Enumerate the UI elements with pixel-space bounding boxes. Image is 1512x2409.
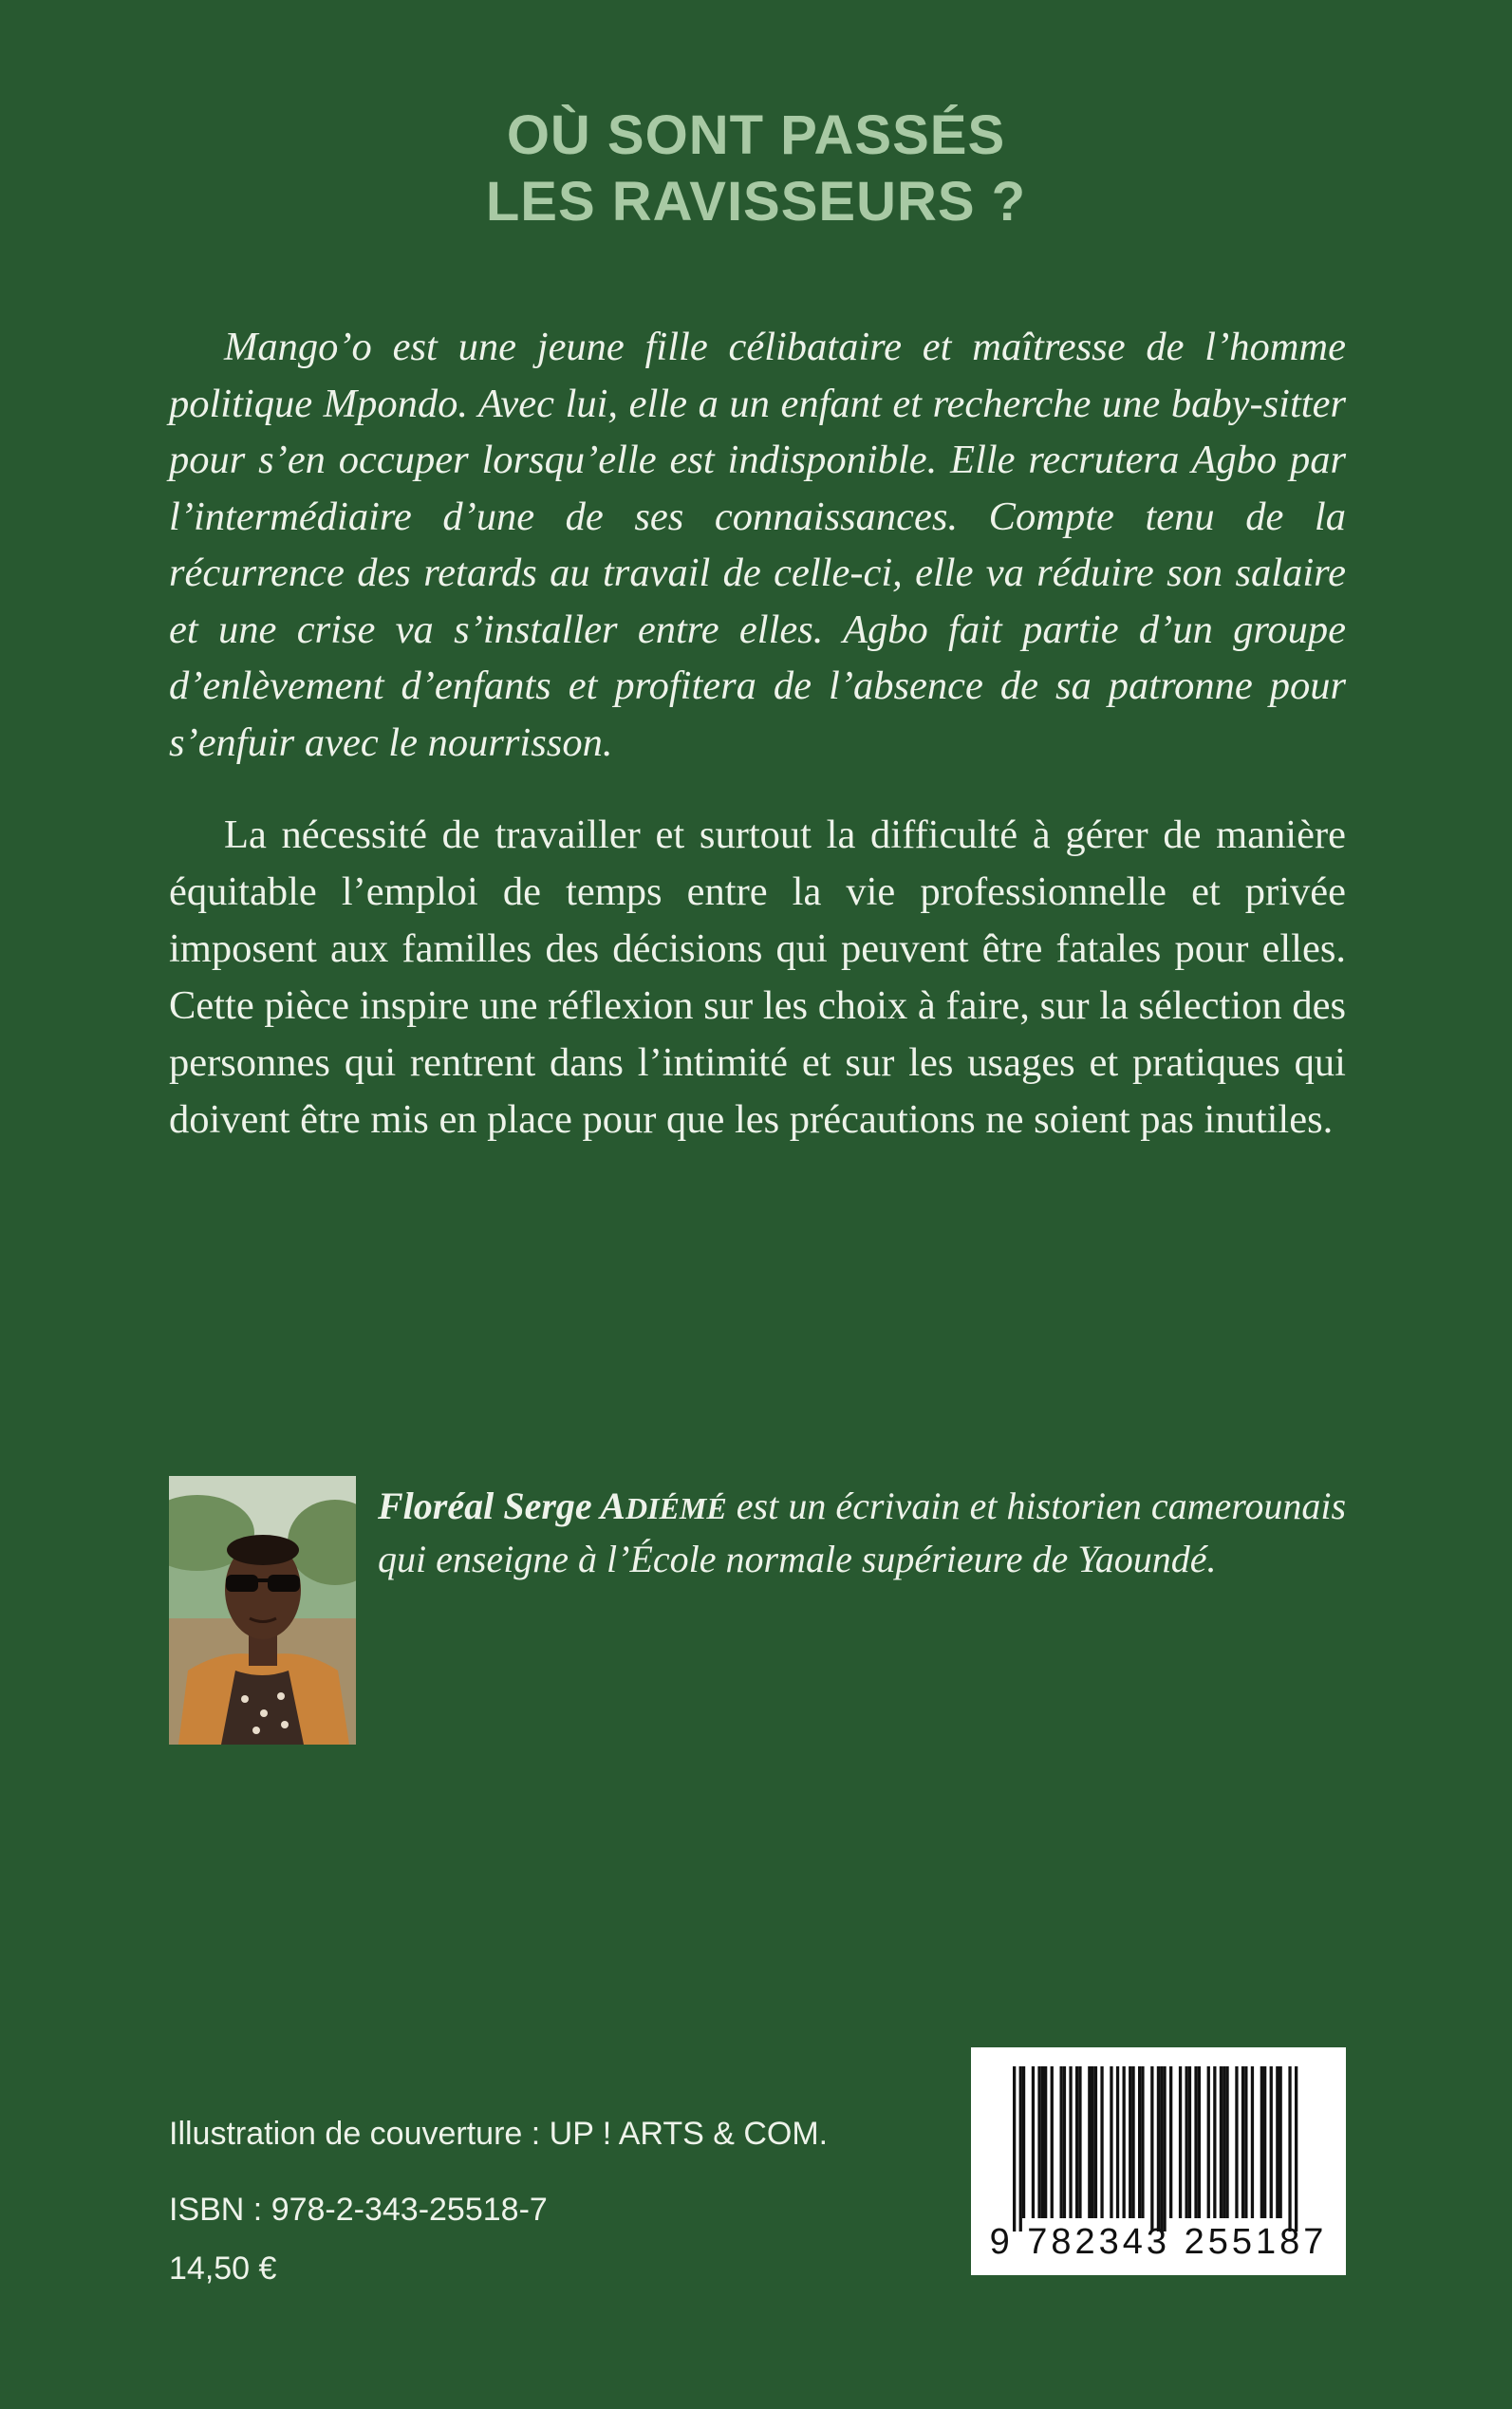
book-title-line-2: LES RAVISSEURS ?: [485, 171, 1027, 233]
barcode-bar: [1279, 2066, 1282, 2218]
barcode-bar: [1194, 2066, 1197, 2218]
author-bio-text: est un écrivain et historien camerounais qui enseigne à l’École normale supérieure de Yaoundé.: [378, 1485, 1347, 1580]
barcode-bar: [1263, 2066, 1266, 2218]
barcode-bar: [1075, 2066, 1078, 2218]
barcode-bar: [1063, 2066, 1066, 2218]
barcode-bar: [1198, 2066, 1201, 2218]
barcode-bar: [1251, 2066, 1254, 2218]
barcode-bar: [1131, 2066, 1134, 2218]
barcode-bar: [1220, 2066, 1223, 2218]
barcode-bar: [1225, 2066, 1228, 2218]
barcode-digits: 9 782343 255187: [989, 2222, 1328, 2262]
barcode-bar: [1110, 2066, 1112, 2218]
barcode-bar: [1207, 2066, 1210, 2218]
barcode-bar: [1244, 2066, 1247, 2218]
barcode-bar: [1213, 2066, 1216, 2218]
barcode-bar: [1260, 2066, 1263, 2218]
barcode-bar: [1078, 2066, 1081, 2218]
barcode-bar: [1157, 2066, 1160, 2232]
barcode-bar: [1019, 2066, 1022, 2232]
barcode-bar: [1129, 2066, 1131, 2218]
barcode-bar: [1160, 2066, 1163, 2232]
barcode-bar: [1100, 2066, 1103, 2218]
barcode-bar: [1032, 2066, 1035, 2218]
barcode-bar: [1060, 2066, 1063, 2218]
barcode-bar: [1288, 2066, 1291, 2232]
barcode-bar: [1041, 2066, 1044, 2218]
barcode-bar: [1051, 2066, 1054, 2218]
price: 14,50 €: [169, 2250, 277, 2287]
barcode-bar: [1295, 2066, 1297, 2232]
barcode-bar: [1044, 2066, 1047, 2218]
barcode-bar: [1037, 2066, 1040, 2218]
barcode-bar: [1022, 2066, 1025, 2218]
barcode-bar: [1092, 2066, 1094, 2218]
barcode: [971, 2047, 1346, 2275]
barcode-bar: [1188, 2066, 1191, 2218]
synopsis-paragraph: Mango’o est une jeune fille célibataire et maîtresse de l’homme politique Mpondo. Avec lui, elle a un enfant et recherche une baby-sitter pour s’en occuper lorsqu’elle est indisponible. Elle recrutera Agbo par l’intermédiaire d’une de ses connaissances. Compte tenu de la récurrence des retards au travail de celle-ci, elle va réduire son salaire et une crise va s’installer entre elles. Agbo fait partie d’un groupe d’enlèvement d’enfants et profitera de l’absence de sa patronne pour s’enfuir avec le nourrisson.: [169, 325, 1346, 765]
reflection-paragraph: La nécessité de travailler et surtout la difficulté à gérer de manière équitable l’emploi de temps entre la vie professionnelle et privée imposent aux familles des décisions qui peuvent être fatales pour elles. Cette pièce inspire une réflexion sur les choix à faire, sur la sélection des personnes qui rentrent dans l’intimité et sur les usages et pratiques qui doivent être mis en place pour que les précautions ne soient pas inutiles.: [169, 812, 1346, 1142]
barcode-bar: [1185, 2066, 1188, 2218]
author-name: [378, 1485, 727, 1527]
author-portrait-image: [169, 1476, 356, 1745]
barcode-bar: [1123, 2066, 1126, 2218]
barcode-bar: [1138, 2066, 1141, 2218]
author-surname-initial: A: [600, 1485, 625, 1527]
author-bio: [378, 1481, 1346, 1585]
barcode-bar: [1270, 2066, 1273, 2218]
barcode-bar: [1163, 2066, 1166, 2232]
barcode-bar: [1169, 2066, 1172, 2218]
barcode-bar: [1235, 2066, 1238, 2218]
isbn: ISBN : 978-2-343-25518-7: [169, 2192, 548, 2228]
illustration-credit: Illustration de couverture : UP ! ARTS & COM.: [169, 2116, 829, 2152]
barcode-bar: [1141, 2066, 1144, 2218]
book-title-line-1: OÙ SONT PASSÉS: [506, 104, 1006, 166]
barcode-bar: [1223, 2066, 1225, 2218]
barcode-bar: [1088, 2066, 1091, 2218]
barcode-bar: [1150, 2066, 1153, 2232]
book-title: [0, 103, 1512, 235]
barcode-bar: [1094, 2066, 1097, 2218]
barcode-bar: [1276, 2066, 1279, 2218]
author-first-names: Floréal Serge: [378, 1485, 592, 1527]
author-surname-rest: DIÉMÉ: [625, 1491, 727, 1525]
barcode-bar: [1013, 2066, 1016, 2232]
barcode-bar: [1241, 2066, 1244, 2218]
barcode-bar: [1116, 2066, 1119, 2218]
author-photo: [169, 1476, 356, 1745]
barcode-bar: [1069, 2066, 1072, 2218]
barcode-bar: [1179, 2066, 1182, 2218]
